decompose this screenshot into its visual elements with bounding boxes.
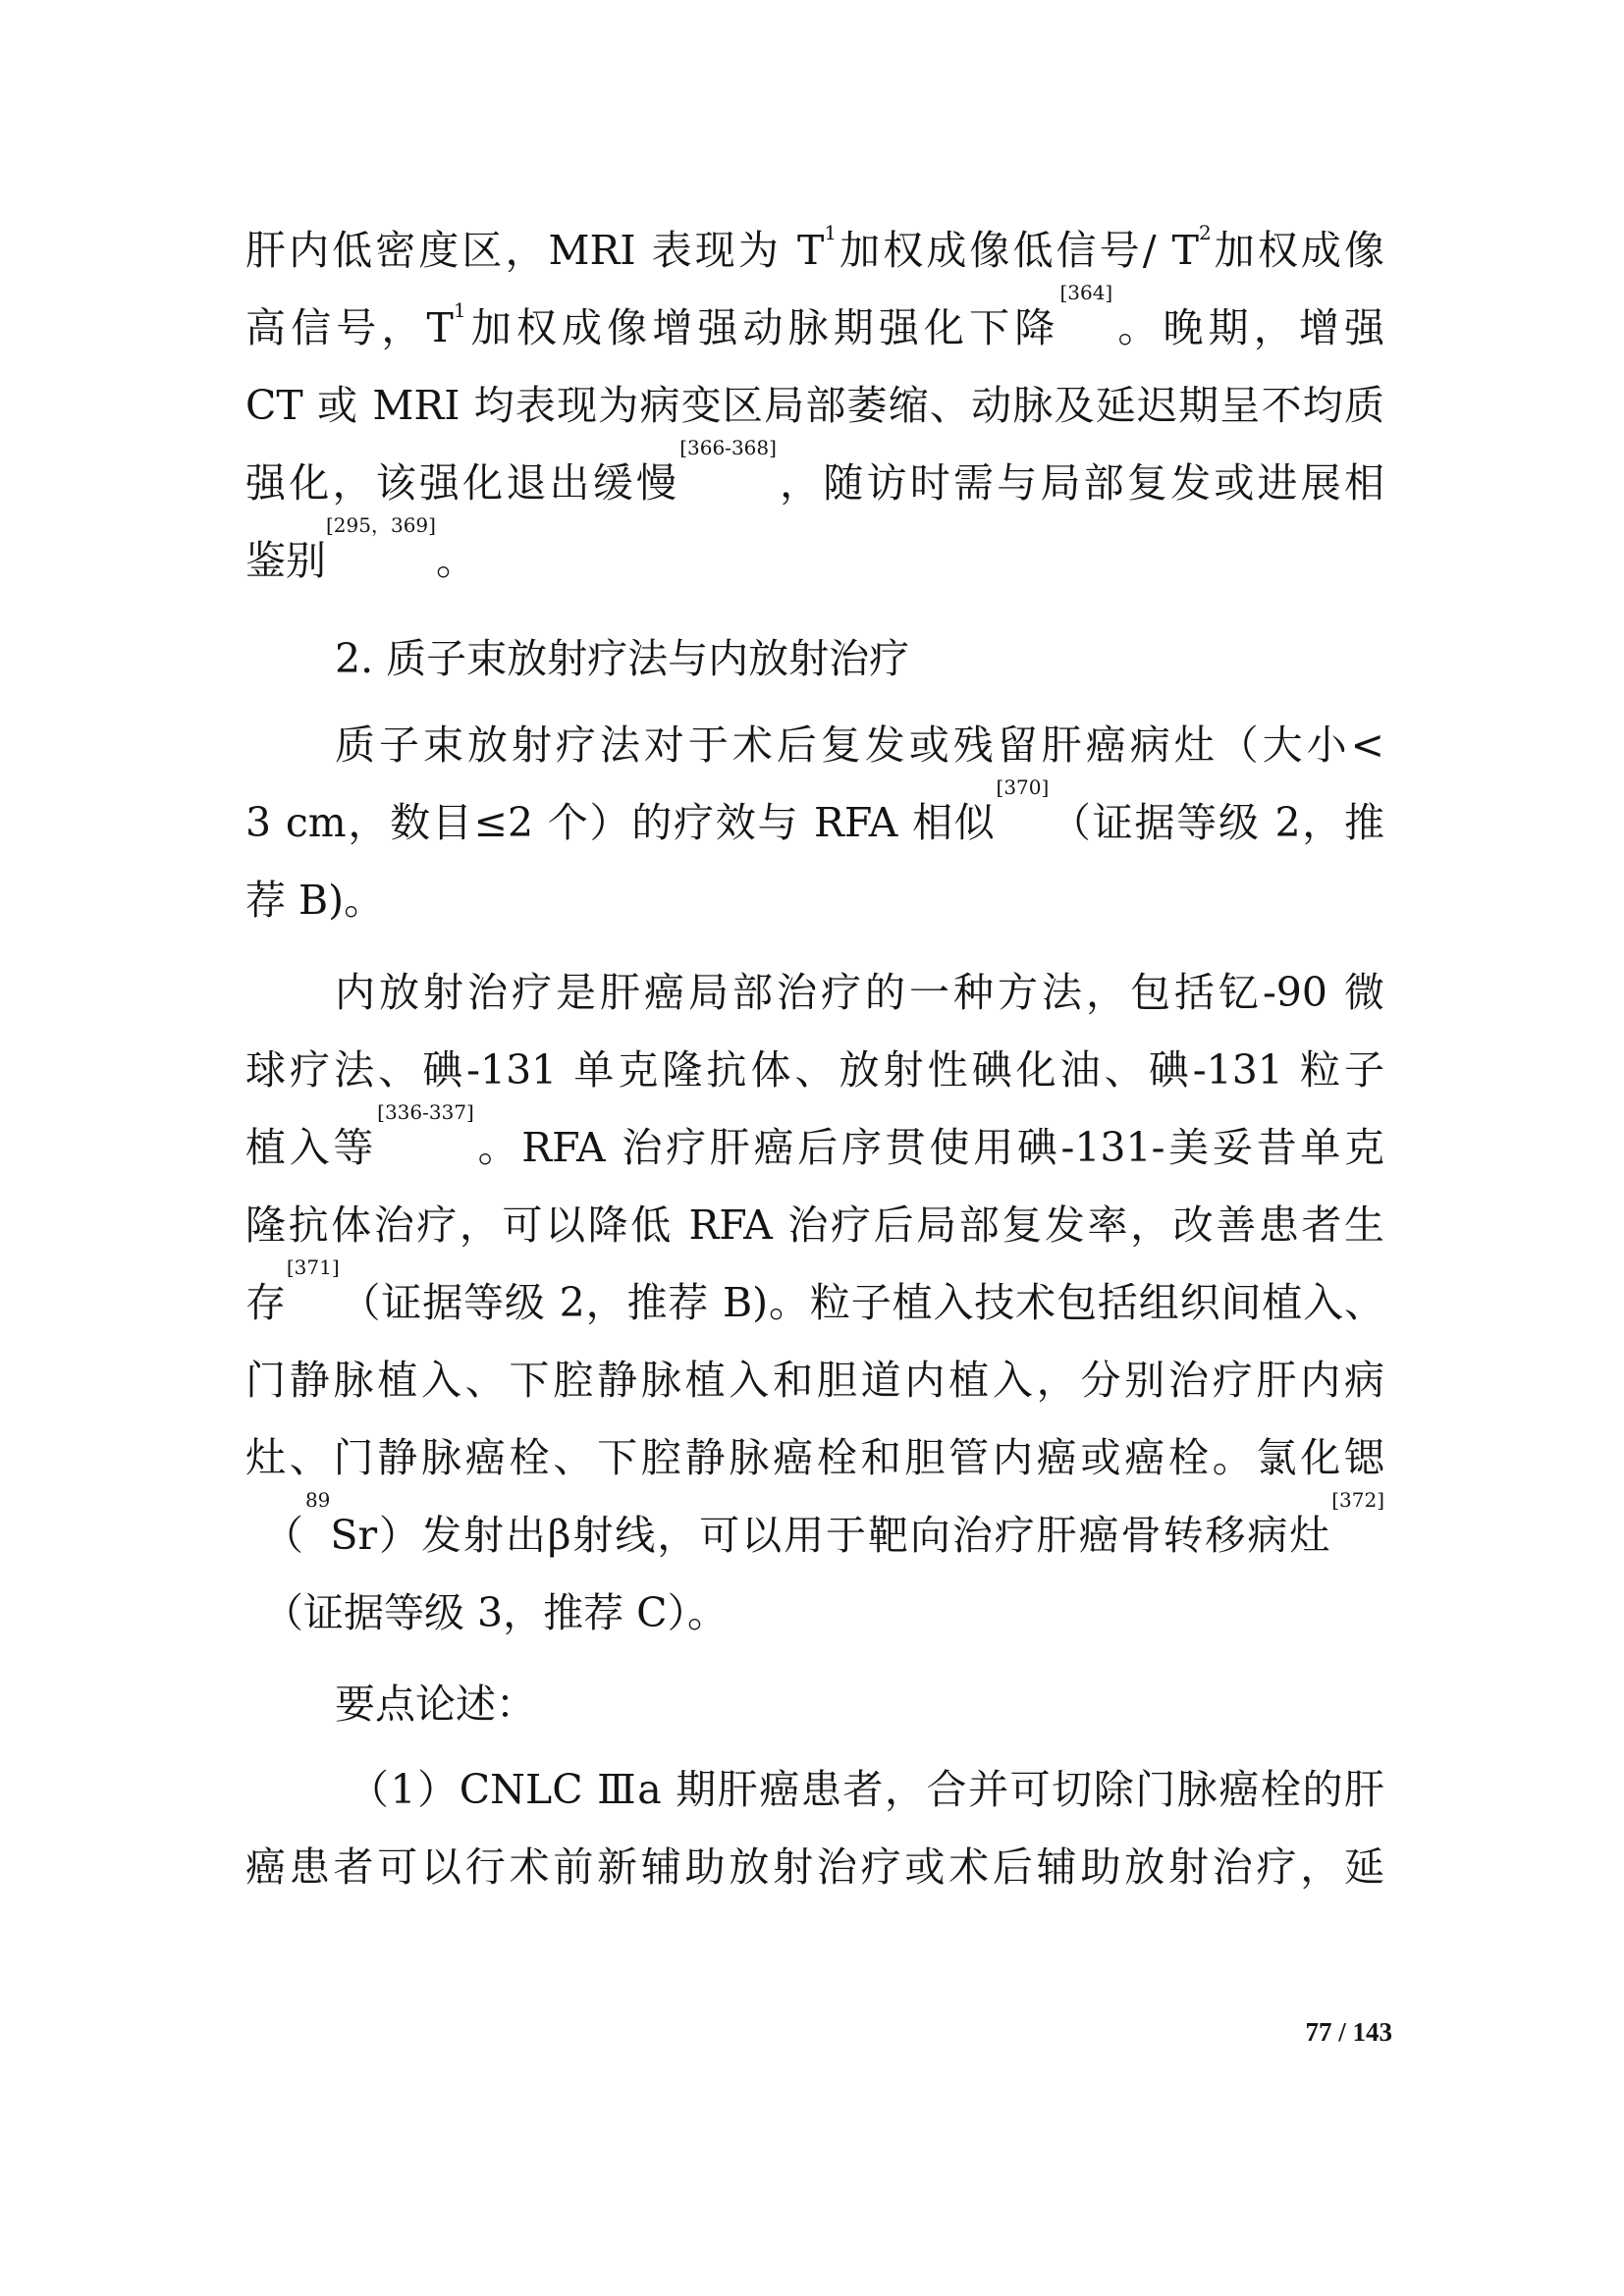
text-line: 门静脉植入、下腔静脉植入和胆道内植入，分别治疗肝内病 bbox=[245, 1357, 1384, 1404]
text-line: 肝内低密度区，MRI 表现为 $T_1$加权成像低信号/ $T_2$加权成像 bbox=[245, 221, 1385, 274]
text-line: （$^{89}$Sr）发射出β射线，可以用于靶向治疗肝癌骨转移病灶[372] bbox=[263, 1488, 1384, 1559]
text-line: （证据等级 3，推荐 C）。 bbox=[263, 1589, 729, 1636]
text-line: 质子束放射疗法对于术后复发或残留肝癌病灶（大小< bbox=[335, 721, 1384, 769]
text-line: 高信号，$T_1$加权成像增强动脉期强化下降[364]。晚期，增强 bbox=[245, 281, 1384, 351]
citation: [372] bbox=[1331, 1488, 1384, 1512]
key-points-heading: 要点论述： bbox=[335, 1681, 536, 1728]
text-line: 植入等[336-337]。RFA 治疗肝癌后序贯使用碘-131-美妥昔单克 bbox=[245, 1100, 1385, 1171]
citation: [336-337] bbox=[377, 1100, 474, 1124]
text-line: 灶、门静脉癌栓、下腔静脉癌栓和胆管内癌或癌栓。氯化锶 bbox=[245, 1434, 1384, 1481]
text-line: 3 cm，数目≤2 个）的疗效与 RFA 相似[370]（证据等级 2，推 bbox=[245, 775, 1384, 846]
page-number: 77 / 143 bbox=[1305, 2017, 1392, 2047]
text-line: 荐 B)。 bbox=[245, 877, 385, 924]
text-line: 强化，该强化退出缓慢[366-368]，随访时需与局部复发或进展相 bbox=[245, 436, 1385, 507]
text-line: 存[371]（证据等级 2，推荐 B)。粒子植入技术包括组织间植入、 bbox=[245, 1255, 1384, 1326]
superscript: 89 bbox=[304, 1488, 331, 1512]
text-line: 癌患者可以行术前新辅助放射治疗或术后辅助放射治疗，延 bbox=[245, 1843, 1384, 1891]
citation: [295，369] bbox=[326, 513, 436, 537]
text-line: 鉴别[295，369]。 bbox=[245, 513, 476, 584]
citation: [364] bbox=[1059, 281, 1113, 304]
citation: [370] bbox=[996, 775, 1050, 799]
citation: [371] bbox=[286, 1255, 340, 1279]
text-line: 内放射治疗是肝癌局部治疗的一种方法，包括钇-90 微 bbox=[335, 969, 1384, 1016]
section-heading: 2. 质子束放射疗法与内放射治疗 bbox=[335, 635, 910, 682]
citation: [366-368] bbox=[679, 436, 777, 459]
text-line: 球疗法、碘-131 单克隆抗体、放射性碘化油、碘-131 粒子 bbox=[245, 1046, 1384, 1094]
text-line: 隆抗体治疗，可以降低 RFA 治疗后局部复发率，改善患者生 bbox=[245, 1201, 1384, 1249]
text-line: （1）CNLC Ⅲa 期肝癌患者，合并可切除门脉癌栓的肝 bbox=[349, 1766, 1384, 1813]
text-line: CT 或 MRI 均表现为病变区局部萎缩、动脉及延迟期呈不均质 bbox=[245, 382, 1384, 429]
